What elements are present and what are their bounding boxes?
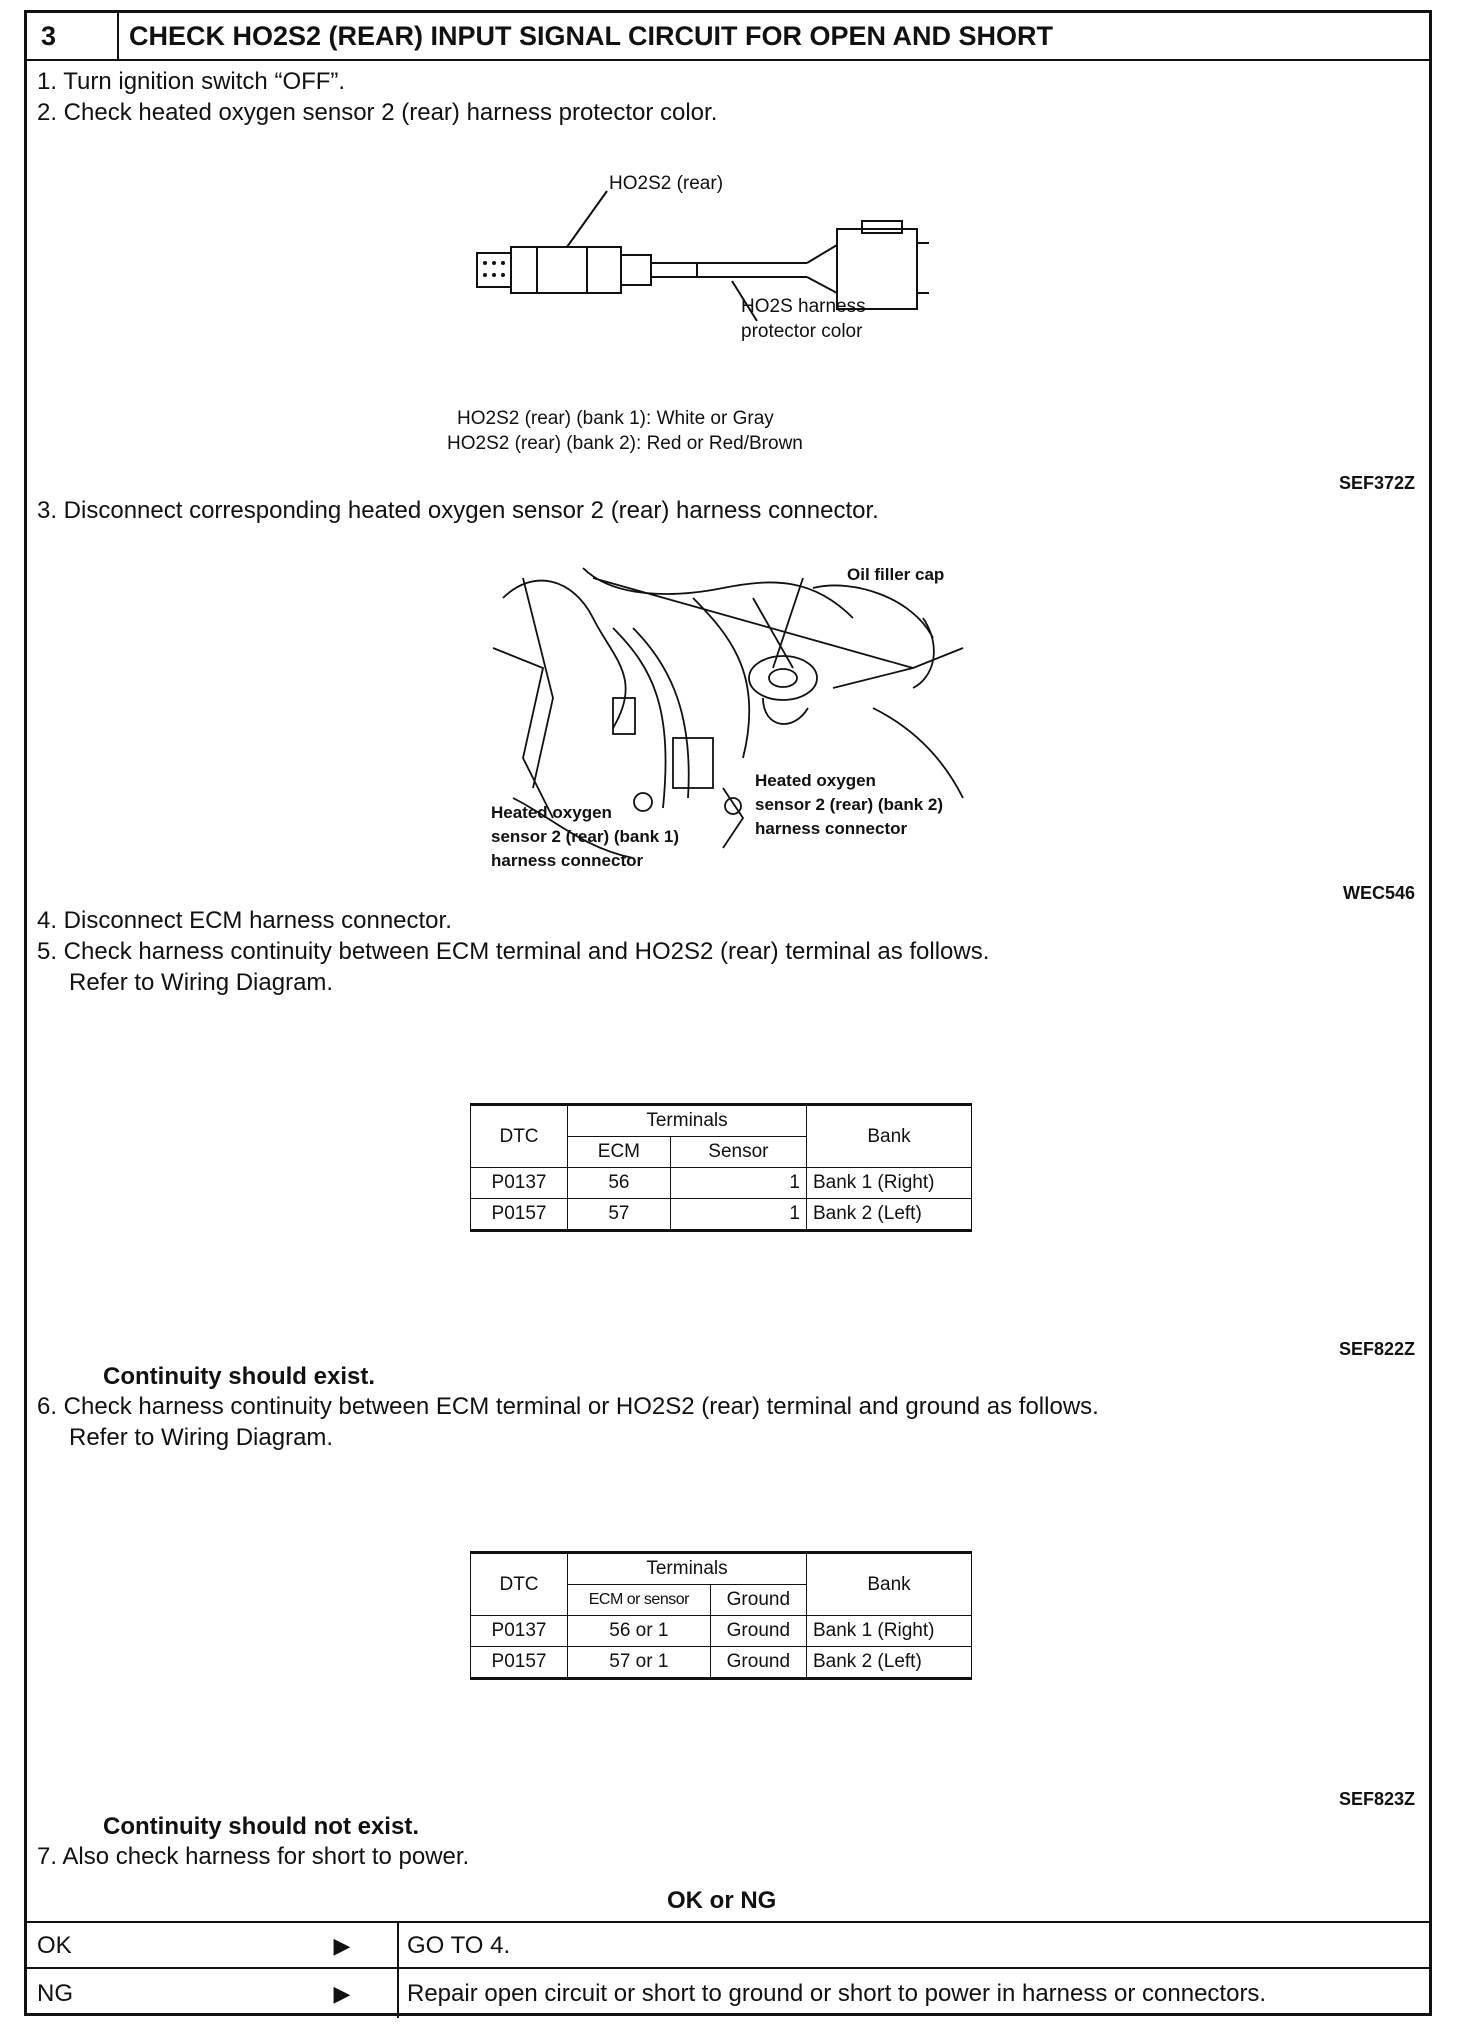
table-row (471, 1616, 972, 1647)
step-number: 3 (27, 13, 119, 59)
step-3: 3. Disconnect corresponding heated oxygen sensor 2 (rear) harness connector. (37, 497, 879, 524)
t1-header-dtc: DTC (471, 1105, 568, 1168)
fig1-code: SEF372Z (1338, 473, 1415, 493)
t2-cell-ground: Ground (710, 1616, 806, 1647)
fig1-bank2-color: HO2S2 (rear) (bank 2): Red or Red/Brown (447, 433, 803, 454)
t2-header-ecm-or-sensor: ECM or sensor (568, 1585, 711, 1616)
t2-cell-bank: Bank 2 (Left) (807, 1647, 972, 1679)
t1-header-ecm: ECM (568, 1137, 671, 1168)
step-title: CHECK HO2S2 (REAR) INPUT SIGNAL CIRCUIT FOR OPEN AND SHORT (129, 20, 1054, 51)
result-ng-label: NG (37, 1979, 73, 2007)
table-row (471, 1199, 972, 1231)
t1-cell-ecm: 56 (568, 1168, 671, 1199)
t2-header-ground: Ground (710, 1585, 806, 1616)
t2-header-dtc: DTC (471, 1553, 568, 1616)
t1-cell-dtc: P0137 (471, 1168, 568, 1199)
t2-cell-dtc: P0137 (471, 1616, 568, 1647)
t1-header-bank: Bank (807, 1105, 972, 1168)
procedure-frame (24, 10, 1432, 2016)
t1-cell-sensor: 1 (670, 1168, 806, 1199)
t2-cell-bank: Bank 1 (Right) (807, 1616, 972, 1647)
fig1-harness-label-2: protector color (741, 321, 863, 342)
table1-code: SEF822Z (1338, 1339, 1415, 1359)
step-5: 5. Check harness continuity between ECM terminal and HO2S2 (rear) terminal as follows. (37, 938, 990, 965)
result-ok-action: GO TO 4. (407, 1932, 511, 1959)
fig2-bank2-label-3: harness connector (755, 819, 908, 838)
result-ng-action: Repair open circuit or short to ground or short to power in harness or connectors. (407, 1979, 1267, 2007)
arrow-right-icon: ▶ (287, 1969, 399, 2018)
t2-cell-ground: Ground (710, 1647, 806, 1679)
fig1-harness-label-1: HO2S harness (741, 296, 866, 317)
t2-cell-dtc: P0157 (471, 1647, 568, 1679)
fig2-bank1-label-3: harness connector (491, 851, 644, 870)
step-7: 7. Also check harness for short to power. (37, 1843, 470, 1870)
fig2-bank1-label-1: Heated oxygen (491, 803, 612, 822)
arrow-right-icon: ▶ (287, 1923, 399, 1969)
result-ok-row (27, 1921, 1429, 1969)
step-5-result: Continuity should exist. (103, 1363, 376, 1390)
t1-cell-ecm: 57 (568, 1199, 671, 1231)
fig2-bank2-label-1: Heated oxygen (755, 771, 876, 790)
fig2-oil-filler-label: Oil filler cap (847, 565, 945, 584)
t1-cell-dtc: P0157 (471, 1199, 568, 1231)
result-ok-label: OK (37, 1932, 72, 1959)
t1-cell-sensor: 1 (670, 1199, 806, 1231)
t1-cell-bank: Bank 2 (Left) (807, 1199, 972, 1231)
fig2-bank2-label-2: sensor 2 (rear) (bank 2) (755, 795, 944, 814)
table-row (471, 1168, 972, 1199)
t2-header-terminals: Terminals (568, 1553, 807, 1585)
step-4: 4. Disconnect ECM harness connector. (37, 907, 452, 934)
continuity-table-2 (470, 1551, 972, 1680)
step-1: 1. Turn ignition switch “OFF”. (37, 68, 346, 95)
fig2-code: WEC546 (1342, 883, 1415, 903)
step-6: 6. Check harness continuity between ECM terminal or HO2S2 (rear) terminal and ground as follows. (37, 1393, 1099, 1420)
continuity-table-1 (470, 1103, 972, 1232)
t1-header-terminals: Terminals (568, 1105, 807, 1137)
step-2: 2. Check heated oxygen sensor 2 (rear) harness protector color. (37, 99, 718, 126)
table-row (471, 1647, 972, 1679)
step-6-result: Continuity should not exist. (103, 1813, 419, 1840)
ok-ng-heading: OK or NG (667, 1887, 777, 1914)
t2-header-bank: Bank (807, 1553, 972, 1616)
fig2-bank1-label-2: sensor 2 (rear) (bank 1) (491, 827, 680, 846)
t1-header-sensor: Sensor (670, 1137, 806, 1168)
t2-cell-ecm: 57 or 1 (568, 1647, 711, 1679)
result-ng-row (27, 1967, 1429, 2018)
fig1-sensor-label: HO2S2 (rear) (609, 173, 724, 194)
step-header (27, 13, 1429, 61)
table2-code: SEF823Z (1338, 1789, 1415, 1809)
step-6-ref: Refer to Wiring Diagram. (69, 1424, 334, 1451)
fig1-bank1-color: HO2S2 (rear) (bank 1): White or Gray (457, 408, 774, 429)
t2-cell-ecm: 56 or 1 (568, 1616, 711, 1647)
step-5-ref: Refer to Wiring Diagram. (69, 969, 334, 996)
t1-cell-bank: Bank 1 (Right) (807, 1168, 972, 1199)
